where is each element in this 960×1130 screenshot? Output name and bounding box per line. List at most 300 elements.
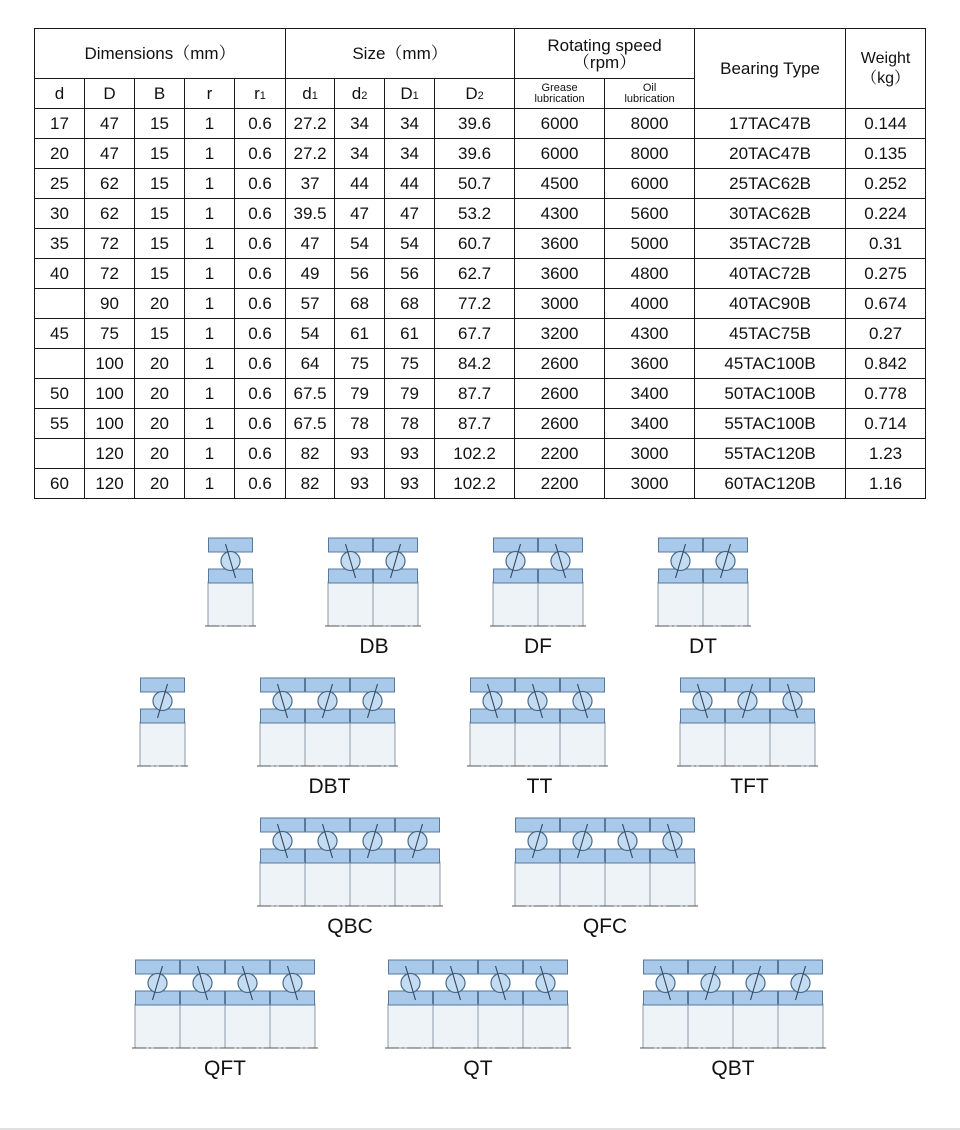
arrangement-tft — [677, 678, 818, 766]
contact-line — [288, 966, 298, 1000]
bearing-unit — [225, 960, 270, 1048]
cell-D: 47 — [85, 139, 135, 169]
contact-line — [198, 966, 208, 1000]
cell-type: 50TAC100B — [695, 379, 846, 409]
arrangement-db — [325, 538, 421, 626]
cell-d2: 56 — [335, 259, 385, 289]
outer-ring — [606, 818, 650, 832]
cell-weight: 0.31 — [846, 229, 926, 259]
bearing-unit — [208, 538, 253, 626]
bearing-body — [328, 582, 373, 626]
cell-type: 17TAC47B — [695, 109, 846, 139]
cell-r1: 0.6 — [235, 109, 286, 139]
inner-ring — [261, 709, 305, 723]
cell-d2: 68 — [335, 289, 385, 319]
inner-ring — [351, 709, 395, 723]
cell-D2: 84.2 — [435, 349, 515, 379]
cell-D: 100 — [85, 409, 135, 439]
col-D2-sub: 2 — [477, 90, 484, 102]
cell-grease: 2200 — [515, 439, 605, 469]
bearing-unit — [733, 960, 778, 1048]
contact-line — [668, 824, 678, 858]
ball — [716, 552, 735, 571]
outer-ring — [306, 678, 350, 692]
rotating-speed-line1: Rotating speed — [547, 35, 662, 55]
contact-line — [278, 684, 288, 718]
arrangement-qt — [385, 960, 571, 1048]
cell-r1: 0.6 — [235, 289, 286, 319]
cell-d1: 47 — [286, 229, 335, 259]
cell-grease: 2600 — [515, 409, 605, 439]
inner-ring — [539, 569, 583, 583]
inner-ring — [516, 849, 560, 863]
inner-ring — [689, 991, 733, 1005]
arrangement-single-1 — [205, 538, 256, 626]
table-row — [35, 259, 926, 289]
bearing-body — [478, 1004, 523, 1048]
inner-ring — [606, 849, 650, 863]
outer-ring — [479, 960, 523, 974]
spec-table-body — [35, 109, 926, 499]
bearing-body — [350, 862, 395, 906]
bearing-unit — [688, 960, 733, 1048]
table-row — [35, 349, 926, 379]
cell-type: 45TAC75B — [695, 319, 846, 349]
cell-d: 60 — [35, 469, 85, 499]
contact-line — [226, 544, 236, 578]
ball — [656, 974, 675, 993]
cell-oil: 5600 — [605, 199, 695, 229]
inner-ring — [226, 991, 270, 1005]
cell-grease: 3600 — [515, 259, 605, 289]
bearing-body — [433, 1004, 478, 1048]
col-D: D — [85, 79, 135, 109]
bearing-body — [538, 582, 583, 626]
bearing-unit — [135, 960, 180, 1048]
cell-B: 20 — [135, 289, 185, 319]
ball — [528, 692, 547, 711]
cell-D1: 93 — [385, 469, 435, 499]
contact-line — [346, 544, 356, 578]
table-row — [35, 469, 926, 499]
cell-grease: 3000 — [515, 289, 605, 319]
cell-type: 25TAC62B — [695, 169, 846, 199]
cell-B: 15 — [135, 319, 185, 349]
cell-type: 60TAC120B — [695, 469, 846, 499]
arrangement-label-df: DF — [524, 635, 552, 658]
outer-ring — [561, 818, 605, 832]
col-D1-sub: 1 — [412, 90, 419, 102]
oil-line2: lubrication — [624, 92, 675, 105]
bearing-unit — [725, 678, 770, 766]
cell-d: 25 — [35, 169, 85, 199]
arrangement-label-db: DB — [359, 635, 389, 658]
inner-ring — [329, 569, 373, 583]
cell-d2: 78 — [335, 409, 385, 439]
cell-D1: 68 — [385, 289, 435, 319]
outer-ring — [651, 818, 695, 832]
outer-ring — [136, 960, 180, 974]
cell-oil: 3000 — [605, 439, 695, 469]
cell-weight: 0.27 — [846, 319, 926, 349]
cell-D1: 47 — [385, 199, 435, 229]
cell-r1: 0.6 — [235, 229, 286, 259]
cell-weight: 0.224 — [846, 199, 926, 229]
cell-D2: 60.7 — [435, 229, 515, 259]
ball — [273, 692, 292, 711]
ball — [446, 974, 465, 993]
outer-ring — [659, 538, 703, 552]
cell-d1: 39.5 — [286, 199, 335, 229]
bearing-body — [658, 582, 703, 626]
cell-B: 20 — [135, 439, 185, 469]
ball — [221, 552, 240, 571]
contact-line — [578, 684, 588, 718]
cell-D2: 62.7 — [435, 259, 515, 289]
cell-r1: 0.6 — [235, 139, 286, 169]
cell-d — [35, 439, 85, 469]
grease-line2: lubrication — [534, 92, 585, 105]
weight-header — [846, 29, 926, 109]
contact-line — [796, 966, 806, 1000]
col-oil-lubrication — [605, 79, 695, 109]
outer-ring — [494, 538, 538, 552]
cell-grease: 2600 — [515, 349, 605, 379]
cell-r1: 0.6 — [235, 439, 286, 469]
ball — [573, 692, 592, 711]
cell-grease: 6000 — [515, 109, 605, 139]
contact-line — [721, 544, 731, 578]
outer-ring — [306, 818, 350, 832]
outer-ring — [271, 960, 315, 974]
outer-ring — [389, 960, 433, 974]
inner-ring — [471, 709, 515, 723]
col-D2-base: D — [465, 84, 478, 103]
ball — [386, 552, 405, 571]
cell-d1: 64 — [286, 349, 335, 379]
contact-line — [541, 966, 551, 1000]
bearing-unit — [560, 818, 605, 906]
contact-line — [578, 824, 588, 858]
table-row — [35, 229, 926, 259]
inner-ring — [561, 849, 605, 863]
bearing-body — [270, 1004, 315, 1048]
cell-grease: 6000 — [515, 139, 605, 169]
bearing-body — [650, 862, 695, 906]
bearing-body — [515, 722, 560, 766]
arrangement-qbt — [640, 960, 826, 1048]
bearing-unit — [770, 678, 815, 766]
ball — [483, 692, 502, 711]
cell-d1: 67.5 — [286, 409, 335, 439]
bearing-body — [778, 1004, 823, 1048]
cell-D1: 54 — [385, 229, 435, 259]
cell-d2: 61 — [335, 319, 385, 349]
table-row — [35, 409, 926, 439]
weight-line2: （kg） — [861, 69, 911, 87]
arrangement-label-tt: TT — [526, 775, 553, 798]
col-B: B — [135, 79, 185, 109]
bearing-unit — [650, 818, 695, 906]
table-row — [35, 379, 926, 409]
contact-line — [368, 824, 378, 858]
arrangement-label-qfc: QFC — [582, 915, 628, 938]
contact-line — [676, 544, 686, 578]
cell-oil: 8000 — [605, 139, 695, 169]
bearing-body — [305, 862, 350, 906]
cell-type: 20TAC47B — [695, 139, 846, 169]
bearing-unit — [305, 678, 350, 766]
inner-ring — [434, 991, 478, 1005]
bearing-unit — [560, 678, 605, 766]
ball — [273, 832, 292, 851]
cell-D: 72 — [85, 229, 135, 259]
ball — [701, 974, 720, 993]
cell-d2: 79 — [335, 379, 385, 409]
bearing-body — [515, 862, 560, 906]
cell-grease: 2600 — [515, 379, 605, 409]
table-row — [35, 199, 926, 229]
cell-weight: 0.252 — [846, 169, 926, 199]
ball — [573, 832, 592, 851]
table-row — [35, 169, 926, 199]
table-row — [35, 109, 926, 139]
cell-d1: 49 — [286, 259, 335, 289]
inner-ring — [651, 849, 695, 863]
bearing-body — [688, 1004, 733, 1048]
bearing-body — [395, 862, 440, 906]
bearing-body — [260, 722, 305, 766]
outer-ring — [351, 818, 395, 832]
col-r: r — [185, 79, 235, 109]
oil-line1: Oil — [642, 81, 657, 94]
outer-ring — [261, 818, 305, 832]
outer-ring — [181, 960, 225, 974]
cell-type: 30TAC62B — [695, 199, 846, 229]
ball — [506, 552, 525, 571]
cell-d2: 47 — [335, 199, 385, 229]
bearing-body — [260, 862, 305, 906]
contact-line — [533, 824, 543, 858]
cell-d2: 34 — [335, 139, 385, 169]
bearing-unit — [778, 960, 823, 1048]
col-d1-sub: 1 — [311, 90, 318, 102]
cell-d2: 54 — [335, 229, 385, 259]
cell-D: 72 — [85, 259, 135, 289]
arrangement-label-qt: QT — [463, 1057, 493, 1080]
cell-d1: 67.5 — [286, 379, 335, 409]
contact-line — [406, 966, 416, 1000]
bearing-body — [560, 862, 605, 906]
col-d2-base: d — [351, 84, 362, 103]
inner-ring — [681, 709, 725, 723]
bearing-body — [135, 1004, 180, 1048]
arrangement-qbc — [257, 818, 443, 906]
bearing-body — [680, 722, 725, 766]
bearing-body — [350, 722, 395, 766]
ball — [791, 974, 810, 993]
weight-line1: Weight — [860, 49, 911, 67]
size-header: Size（mm） — [286, 29, 515, 79]
cell-D1: 79 — [385, 379, 435, 409]
outer-ring — [226, 960, 270, 974]
bearing-body — [493, 582, 538, 626]
cell-B: 15 — [135, 109, 185, 139]
col-r1-sub: 1 — [259, 90, 266, 102]
outer-ring — [561, 678, 605, 692]
cell-D1: 44 — [385, 169, 435, 199]
rotating-speed-header — [515, 29, 695, 79]
ball — [693, 692, 712, 711]
cell-weight: 0.275 — [846, 259, 926, 289]
bearing-unit — [180, 960, 225, 1048]
cell-r: 1 — [185, 199, 235, 229]
cell-d — [35, 349, 85, 379]
outer-ring — [329, 538, 373, 552]
outer-ring — [516, 818, 560, 832]
cell-type: 55TAC100B — [695, 409, 846, 439]
outer-ring — [524, 960, 568, 974]
bearing-body — [305, 722, 350, 766]
cell-B: 20 — [135, 349, 185, 379]
cell-r: 1 — [185, 439, 235, 469]
bearing-body — [208, 582, 253, 626]
cell-d2: 34 — [335, 109, 385, 139]
contact-line — [556, 544, 566, 578]
cell-d1: 27.2 — [286, 109, 335, 139]
cell-r1: 0.6 — [235, 169, 286, 199]
outer-ring — [644, 960, 688, 974]
inner-ring — [726, 709, 770, 723]
ball — [148, 974, 167, 993]
cell-oil: 4000 — [605, 289, 695, 319]
inner-ring — [516, 709, 560, 723]
bearing-unit — [328, 538, 373, 626]
cell-D1: 93 — [385, 439, 435, 469]
cell-D1: 61 — [385, 319, 435, 349]
cell-d — [35, 289, 85, 319]
cell-r: 1 — [185, 109, 235, 139]
inner-ring — [306, 849, 350, 863]
cell-d2: 44 — [335, 169, 385, 199]
cell-r: 1 — [185, 139, 235, 169]
table-row — [35, 289, 926, 319]
ball — [363, 692, 382, 711]
inner-ring — [704, 569, 748, 583]
cell-weight: 0.144 — [846, 109, 926, 139]
inner-ring — [136, 991, 180, 1005]
bearing-unit — [515, 818, 560, 906]
cell-D2: 50.7 — [435, 169, 515, 199]
bearing-body — [373, 582, 418, 626]
contact-line — [153, 966, 163, 1000]
bearing-body — [523, 1004, 568, 1048]
contact-line — [496, 966, 506, 1000]
col-r1 — [235, 79, 286, 109]
ball — [746, 974, 765, 993]
cell-oil: 4800 — [605, 259, 695, 289]
cell-d: 40 — [35, 259, 85, 289]
cell-D2: 102.2 — [435, 469, 515, 499]
cell-d2: 93 — [335, 469, 385, 499]
cell-D2: 67.7 — [435, 319, 515, 349]
cell-grease: 3600 — [515, 229, 605, 259]
contact-line — [698, 684, 708, 718]
cell-r1: 0.6 — [235, 199, 286, 229]
cell-D1: 75 — [385, 349, 435, 379]
cell-r1: 0.6 — [235, 409, 286, 439]
cell-d1: 82 — [286, 439, 335, 469]
arrangement-label-dt: DT — [689, 635, 717, 658]
cell-oil: 3400 — [605, 379, 695, 409]
cell-d: 55 — [35, 409, 85, 439]
cell-grease: 4500 — [515, 169, 605, 199]
cell-D1: 56 — [385, 259, 435, 289]
col-D2 — [435, 79, 515, 109]
cell-d1: 37 — [286, 169, 335, 199]
inner-ring — [659, 569, 703, 583]
bearing-unit — [373, 538, 418, 626]
arrangement-label-dbt: DBT — [308, 775, 351, 798]
cell-d: 35 — [35, 229, 85, 259]
cell-D: 47 — [85, 109, 135, 139]
cell-oil: 8000 — [605, 109, 695, 139]
bearing-body — [388, 1004, 433, 1048]
cell-d1: 54 — [286, 319, 335, 349]
bearing-unit — [470, 678, 515, 766]
cell-D: 90 — [85, 289, 135, 319]
rotating-speed-line2: （rpm） — [572, 52, 637, 72]
bearing-body — [733, 1004, 778, 1048]
cell-oil: 3000 — [605, 469, 695, 499]
contact-line — [661, 966, 671, 1000]
cell-D1: 78 — [385, 409, 435, 439]
contact-line — [623, 824, 633, 858]
inner-ring — [644, 991, 688, 1005]
outer-ring — [704, 538, 748, 552]
arrangement-label-qbc: QBC — [327, 915, 373, 938]
ball — [283, 974, 302, 993]
bearing-unit — [605, 818, 650, 906]
cell-weight: 1.23 — [846, 439, 926, 469]
contact-line — [368, 684, 378, 718]
bearing-unit — [658, 538, 703, 626]
cell-B: 20 — [135, 409, 185, 439]
cell-D: 120 — [85, 439, 135, 469]
cell-weight: 0.674 — [846, 289, 926, 319]
ball — [401, 974, 420, 993]
inner-ring — [396, 849, 440, 863]
contact-line — [323, 824, 333, 858]
col-d1-base: d — [302, 84, 312, 103]
bearing-unit — [703, 538, 748, 626]
bearing-body — [770, 722, 815, 766]
bearing-unit — [395, 818, 440, 906]
contact-line — [278, 824, 288, 858]
contact-line — [391, 544, 401, 578]
cell-grease: 4300 — [515, 199, 605, 229]
outer-ring — [261, 678, 305, 692]
ball — [341, 552, 360, 571]
outer-ring — [779, 960, 823, 974]
bearing-unit — [350, 818, 395, 906]
cell-r1: 0.6 — [235, 319, 286, 349]
table-row — [35, 439, 926, 469]
ball — [318, 692, 337, 711]
inner-ring — [306, 709, 350, 723]
bearing-body — [225, 1004, 270, 1048]
cell-r1: 0.6 — [235, 259, 286, 289]
